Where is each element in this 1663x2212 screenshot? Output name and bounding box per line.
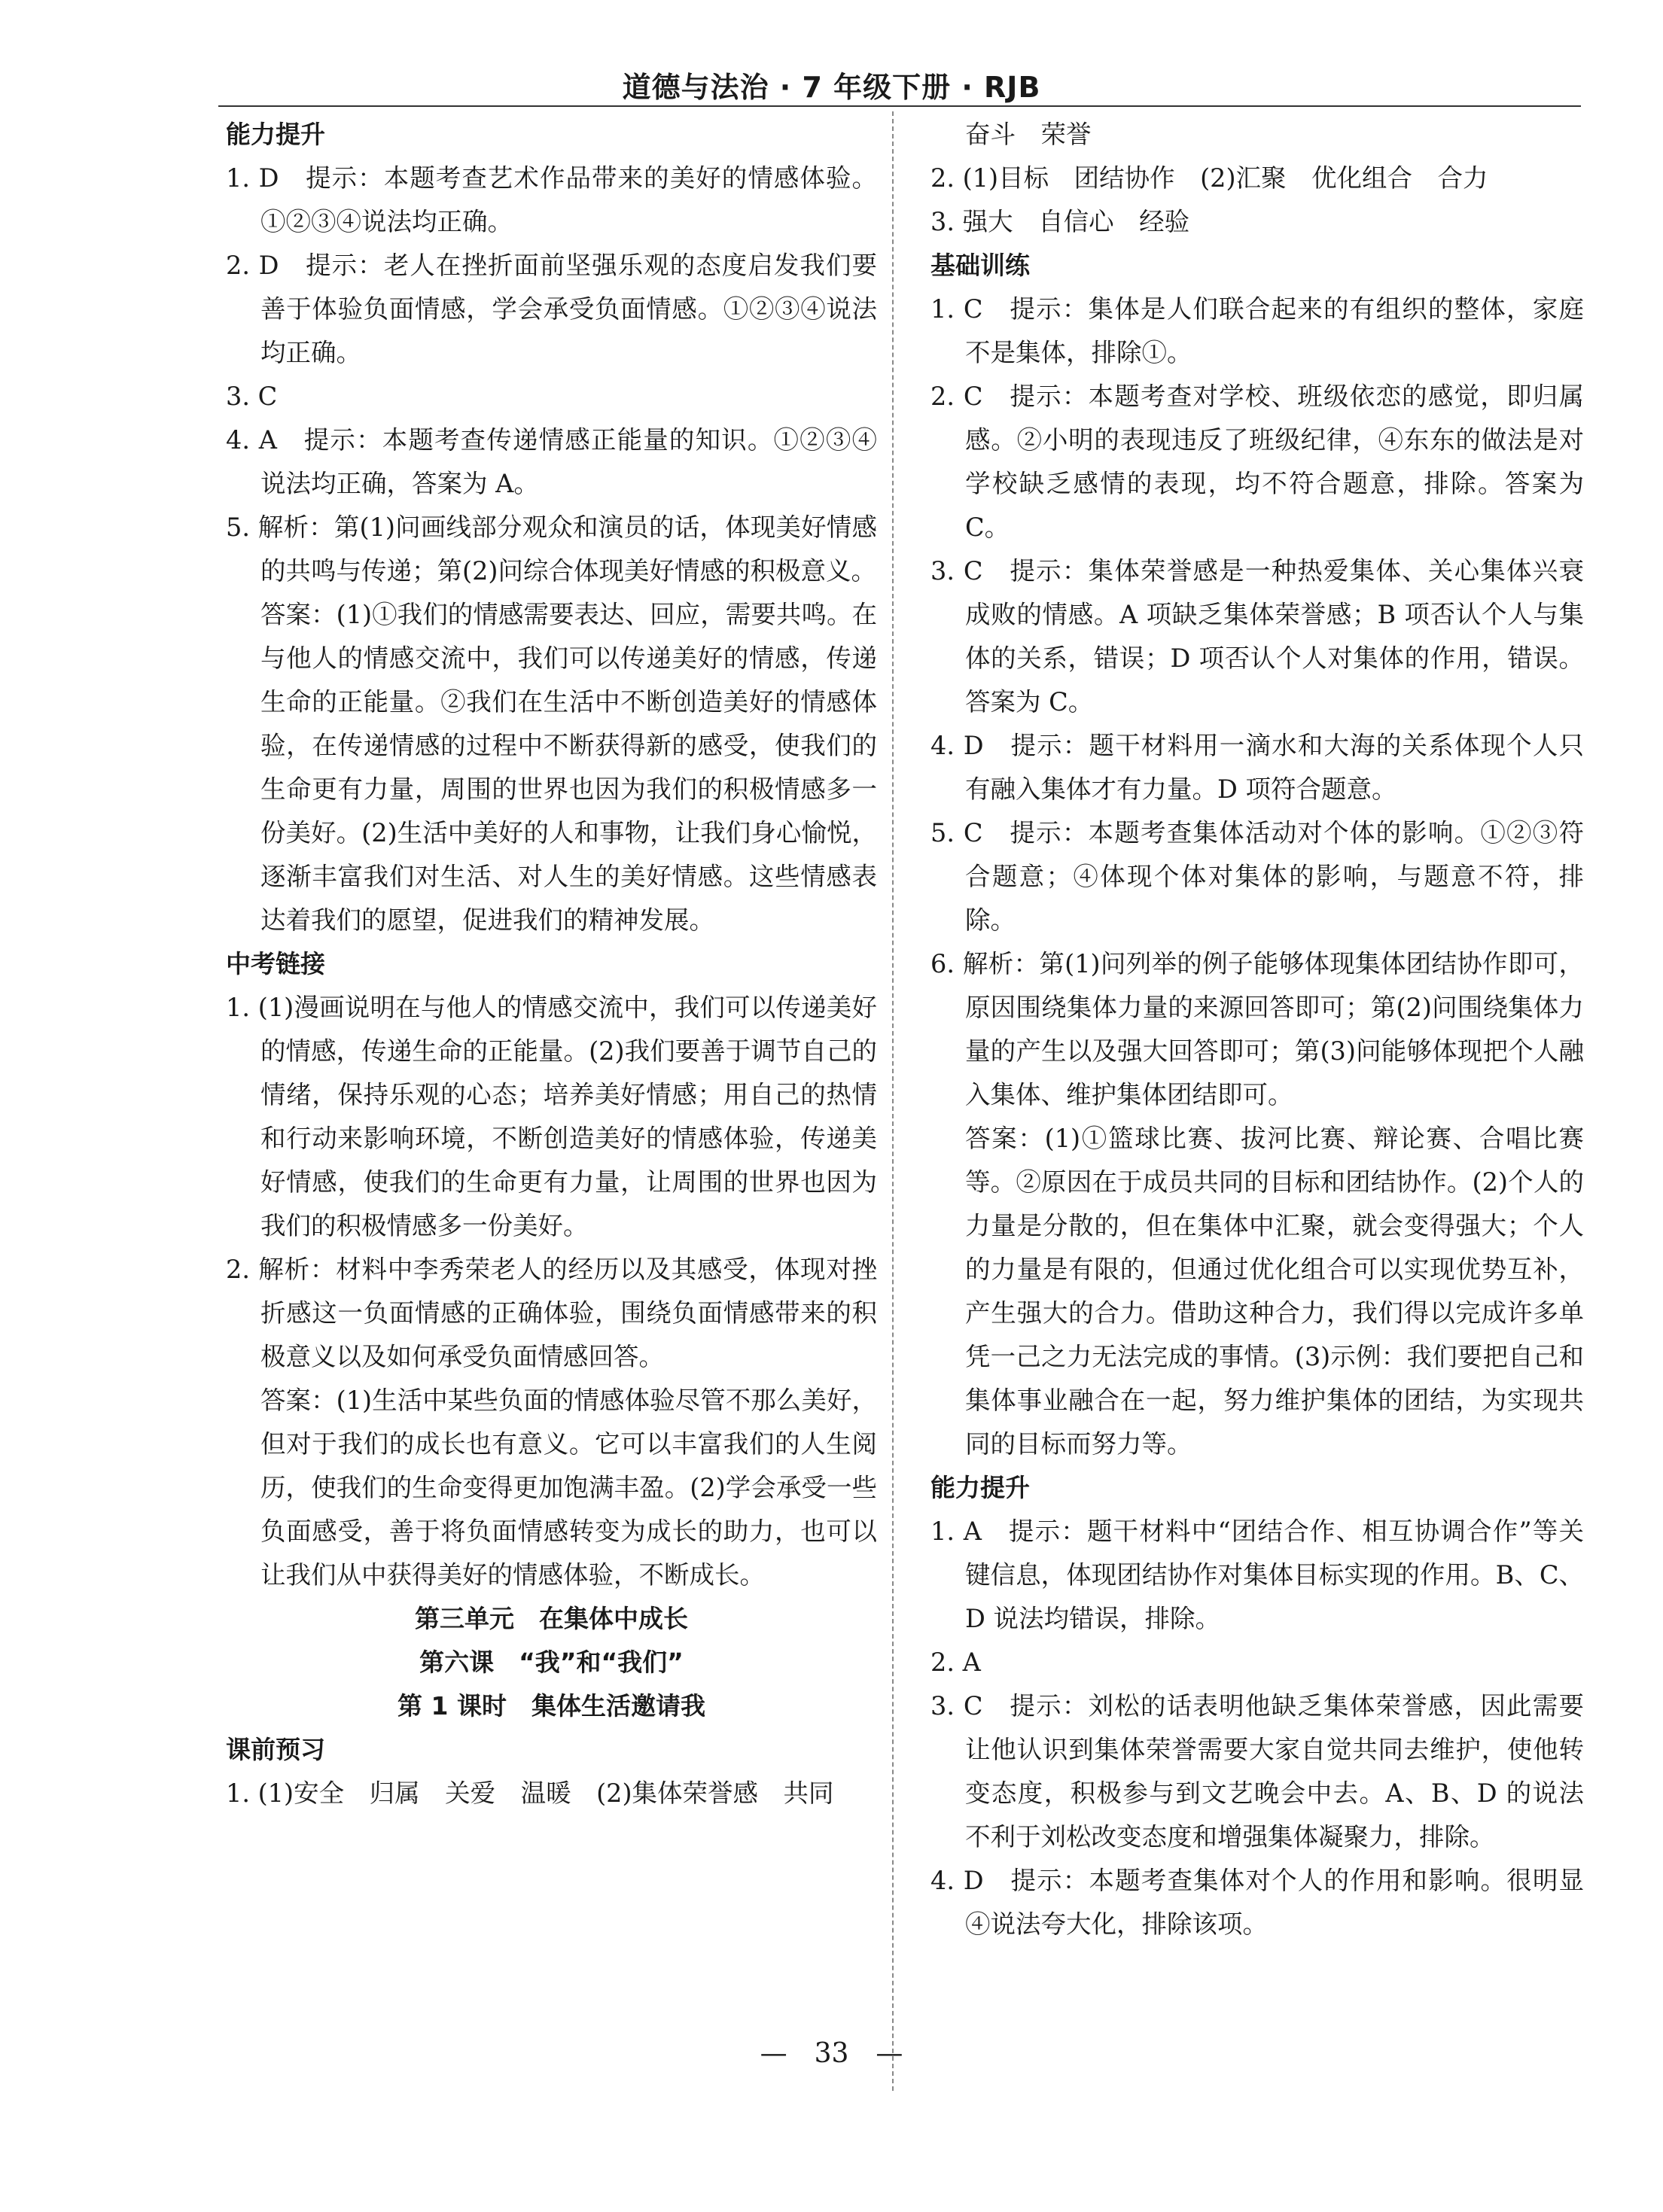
answer-item: 6. 解析：第(1)问列举的例子能够体现集体团结协作即可，原因围绕集体力量的来源回答即可；第(2)问围绕集体力量的产生以及强大回答即可；第(3)问能够体现把个人融入集体、维护集体团结即可。 [930, 949, 1584, 1109]
answer-item: 3. C 提示：刘松的话表明他缺乏集体荣誉感，因此需要让他认识到集体荣誉需要大家自觉共同去维护，使他转变态度，积极参与到文艺晚会中去。A、B、D 的说法不利于刘松改变态度和增强集体凝聚力，排除。 [930, 1691, 1584, 1851]
answer-paragraph: 答案：(1)生活中某些负面的情感体验尽管不那么美好，但对于我们的成长也有意义。它可以丰富我们的人生阅历，使我们的生命变得更加饱满丰盈。(2)学会承受一些负面感受，善于将负面情感转变为成长的助力，也可以让我们从中获得美好的情感体验，不断成长。 [260, 1386, 877, 1590]
answer-item: 3. C [226, 382, 278, 411]
answer-item: 2. A [930, 1648, 981, 1677]
answer-item: 2. C 提示：本题考查对学校、班级依恋的感觉，即归属感。②小明的表现违反了班级纪律，④东东的做法是对学校缺乏感情的表现，均不符合题意，排除。答案为 C。 [930, 382, 1584, 542]
answer-item: 3. C 提示：集体荣誉感是一种热爱集体、关心集体兴衰成败的情感。A 项缺乏集体荣誉感；B 项否认个人与集体的关系，错误；D 项否认个人对集体的作用，错误。答案为 C。 [930, 556, 1584, 717]
page-number: — 33 — [760, 2038, 903, 2069]
section-heading: 中考链接 [226, 949, 325, 978]
answer-item: 5. C 提示：本题考查集体活动对个体的影响。①②③符合题意；④体现个体对集体的影响，与题意不符，排除。 [930, 818, 1584, 935]
page-header: 道德与法治 · 7 年级下册 · RJB [622, 71, 1041, 104]
answer-item: 1. A 提示：题干材料中“团结合作、相互协调合作”等关键信息，体现团结协作对集体目标实现的作用。B、C、D 说法均错误，排除。 [930, 1517, 1584, 1633]
unit-title: 第三单元 在集体中成长 [415, 1604, 688, 1633]
lesson-title: 第六课 “我”和“我们” [419, 1648, 684, 1677]
section-heading: 课前预习 [226, 1735, 325, 1764]
answer-item: 1. (1)安全 归属 关爱 温暖 (2)集体荣誉感 共同 [226, 1778, 834, 1808]
right-column [930, 113, 1584, 1946]
column-divider [892, 111, 894, 2091]
answer-item: 4. D 提示：题干材料用一滴水和大海的关系体现个人只有融入集体才有力量。D 项符合题意。 [930, 731, 1584, 804]
answer-item: 1. D 提示：本题考查艺术作品带来的美好的情感体验。①②③④说法均正确。 [226, 163, 877, 236]
answer-continuation: 奋斗 荣誉 [965, 120, 1092, 149]
answer-item: 3. 强大 自信心 经验 [930, 207, 1190, 236]
period-title: 第 1 课时 集体生活邀请我 [397, 1691, 705, 1721]
answer-item: 1. C 提示：集体是人们联合起来的有组织的整体，家庭不是集体，排除①。 [930, 294, 1584, 367]
answer-item: 4. D 提示：本题考查集体对个人的作用和影响。很明显④说法夸大化，排除该项。 [930, 1866, 1584, 1939]
answer-paragraph: 答案：(1)①我们的情感需要表达、回应，需要共鸣。在与他人的情感交流中，我们可以传递美好的情感，传递生命的正能量。②我们在生活中不断创造美好的情感体验，在传递情感的过程中不断获得新的感受，使我们的生命更有力量，周围的世界也因为我们的积极情感多一份美好。(2)生活中美好的人和事物，让我们身心愉悦，逐渐丰富我们对生活、对人生的美好情感。这些情感表达着我们的愿望，促进我们的精神发展。 [260, 600, 877, 935]
answer-item: 2. 解析：材料中李秀荣老人的经历以及其感受，体现对挫折感这一负面情感的正确体验，围绕负面情感带来的积极意义以及如何承受负面情感回答。 [226, 1255, 877, 1371]
answer-item: 2. D 提示：老人在挫折面前坚强乐观的态度启发我们要善于体验负面情感，学会承受负面情感。①②③④说法均正确。 [226, 251, 877, 367]
answer-paragraph: 答案：(1)①篮球比赛、拔河比赛、辩论赛、合唱比赛等。②原因在于成员共同的目标和团结协作。(2)个人的力量是分散的，但在集体中汇聚，就会变得强大；个人的力量是有限的，但通过优化组合可以实现优势互补，产生强大的合力。借助这种合力，我们得以完成许多单凭一己之力无法完成的事情。(3)示例：我们要把自己和集体事业融合在一起，努力维护集体的团结，为实现共同的目标而努力等。 [965, 1124, 1584, 1459]
answer-item: 4. A 提示：本题考查传递情感正能量的知识。①②③④说法均正确，答案为 A。 [226, 425, 877, 498]
answer-item: 2. (1)目标 团结协作 (2)汇聚 优化组合 合力 [930, 163, 1488, 193]
section-heading: 能力提升 [226, 120, 325, 149]
section-heading: 能力提升 [930, 1473, 1030, 1502]
answer-item: 1. (1)漫画说明在与他人的情感交流中，我们可以传递美好的情感，传递生命的正能量。(2)我们要善于调节自己的情绪，保持乐观的心态；培养美好情感；用自己的热情和行动来影响环境，不断创造美好的情感体验，传递美好情感，使我们的生命更有力量，让周围的世界也因为我们的积极情感多一份美好。 [226, 993, 877, 1240]
header-rule [218, 105, 1581, 107]
answer-item: 5. 解析：第(1)问画线部分观众和演员的话，体现美好情感的共鸣与传递；第(2)问综合体现美好情感的积极意义。 [226, 513, 877, 586]
left-column [226, 113, 877, 1815]
section-heading: 基础训练 [930, 251, 1030, 280]
